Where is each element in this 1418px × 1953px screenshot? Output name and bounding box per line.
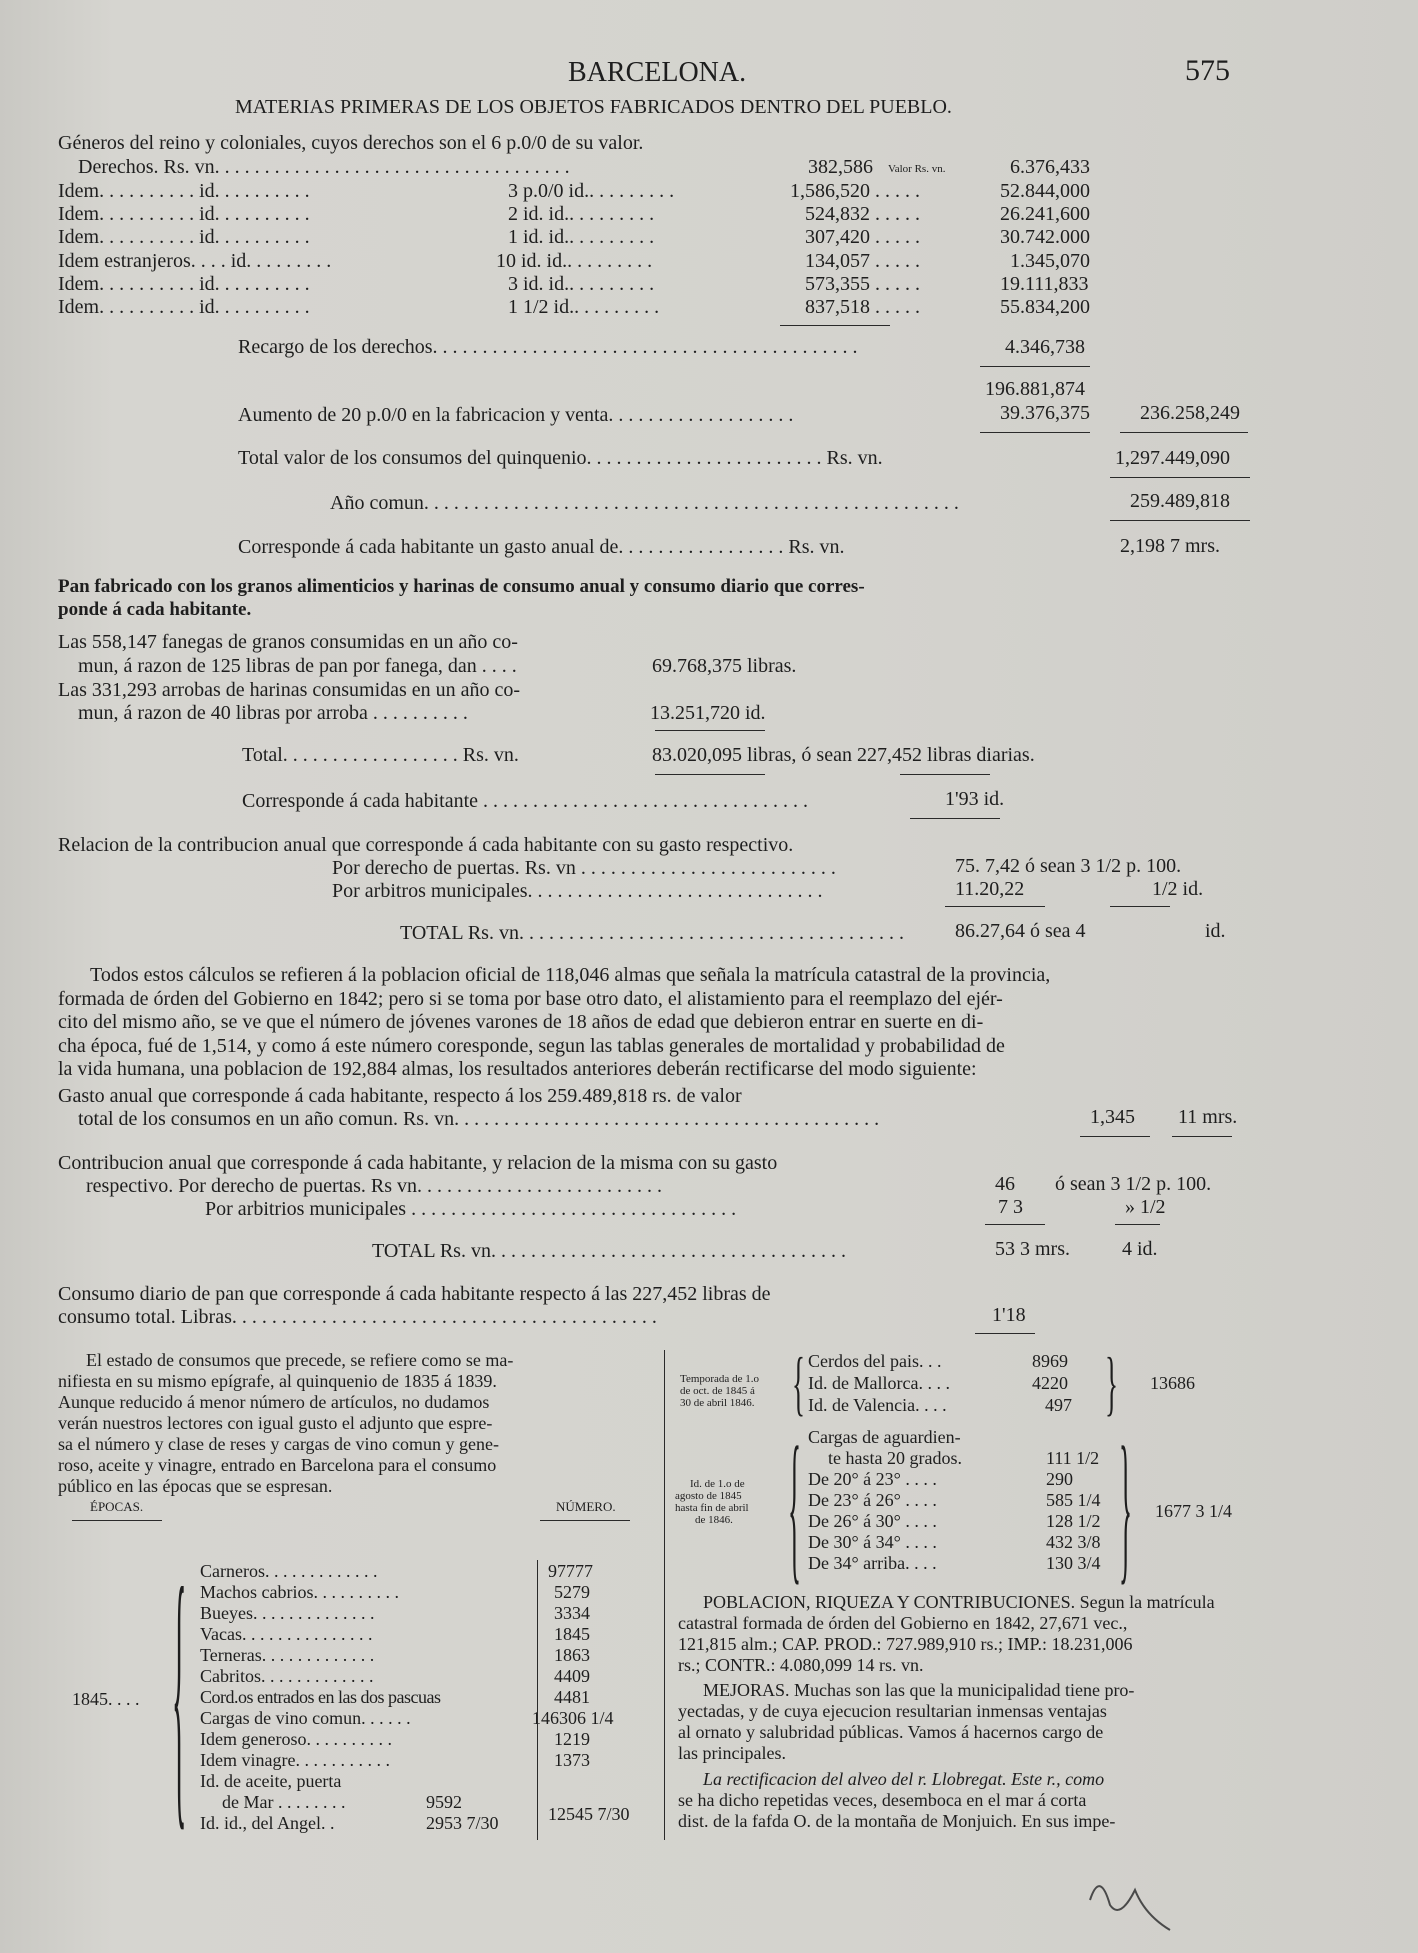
recargo-label: Recargo de los derechos. . . . . . . . . . . . . . . . . . . . . . . . . . . . . . . . . . . . . . . . . . . bbox=[238, 336, 858, 358]
divider bbox=[945, 906, 1045, 907]
contribucion-value: 46 bbox=[995, 1173, 1015, 1195]
temporada-item-value: 111 1/2 bbox=[1046, 1448, 1100, 1468]
llobregat-text: dist. de la fafda O. de la montaña de Monjuich. En sus impe- bbox=[678, 1811, 1116, 1831]
temporada-label: Id. de 1.o de bbox=[690, 1478, 745, 1490]
gasto-value: 1,345 bbox=[1090, 1106, 1135, 1128]
temporada-item-label: Id. de Mallorca. . . . bbox=[808, 1373, 950, 1393]
ano-comun-value: 259.489,818 bbox=[1130, 490, 1230, 512]
relacion-puertas-value: 75. 7,42 ó sean 3 1/2 p. 100. bbox=[955, 855, 1182, 877]
generos-row-valor: 26.241,600 bbox=[1000, 203, 1090, 225]
estado-item-label: Carneros. . . . . . . . . . . . . bbox=[200, 1561, 378, 1581]
generos-row-valor: 52.844,000 bbox=[1000, 180, 1090, 202]
divider bbox=[980, 366, 1090, 367]
generos-row-label: Idem. . . . . . . . . . id. . . . . . . . . . bbox=[58, 296, 310, 318]
estado-item-label: Vacas. . . . . . . . . . . . . . . bbox=[200, 1624, 373, 1644]
temporada-item-value: 290 bbox=[1046, 1469, 1073, 1489]
contribucion-total-value: 53 3 mrs. bbox=[995, 1238, 1070, 1260]
generos-row-rate: 1 id. id.. . . . . . . . . bbox=[508, 226, 655, 248]
generos-row-derechos: 134,057 . . . . . bbox=[805, 250, 920, 272]
calculos-text: cha época, fué de 1,514, y como á este número coresponde, segun las tablas generales de mortalidad y probabilidad de bbox=[58, 1035, 1005, 1057]
generos-row-label: Derechos. Rs. vn. . . . . . . . . . . . . . . . . . . . . . . . . . . . . . . . . . . . bbox=[78, 156, 570, 178]
estado-item-label: Id. id., del Angel. . bbox=[200, 1813, 335, 1833]
divider bbox=[900, 774, 990, 775]
contribucion-text: Contribucion anual que corresponde á cada habitante, y relacion de la misma con su gasto bbox=[58, 1152, 778, 1174]
temporada-label: de oct. de 1845 á bbox=[680, 1385, 755, 1397]
gasto-right: 11 mrs. bbox=[1178, 1106, 1238, 1128]
estado-text: roso, aceite y vinagre, entrado en Barcelona para el consumo bbox=[58, 1455, 497, 1475]
estado-item-value: 1863 bbox=[554, 1645, 590, 1665]
generos-row-label: Idem. . . . . . . . . . id. . . . . . . . . . bbox=[58, 180, 310, 202]
estado-item-label: Id. de aceite, puerta bbox=[200, 1771, 342, 1791]
contribucion-value: 7 3 bbox=[998, 1196, 1023, 1218]
generos-row-rate: 2 id. id.. . . . . . . . . bbox=[508, 203, 655, 225]
temporada-item-label: De 34° arriba. . . . bbox=[808, 1553, 937, 1573]
relacion-total-label: TOTAL Rs. vn. . . . . . . . . . . . . . . . . . . . . . . . . . . . . . . . . . . . . . . bbox=[400, 922, 904, 944]
contribucion-text: respectivo. Por derecho de puertas. Rs vn. . . . . . . . . . . . . . . . . . . . . . . . . bbox=[86, 1175, 663, 1197]
divider bbox=[1120, 432, 1248, 433]
calculos-text: formada de órden del Gobierno en 1842; pero si se toma por base otro dato, el alistamiento para el reemplazo del ejér- bbox=[58, 988, 1003, 1010]
divider bbox=[985, 1224, 1045, 1225]
estado-item-value: 2953 7/30 bbox=[426, 1813, 499, 1833]
divider bbox=[1110, 477, 1250, 478]
pan-heading: Pan fabricado con los granos alimenticios y harinas de consumo anual y consumo diario que corres- bbox=[58, 576, 865, 597]
divider bbox=[72, 1520, 162, 1521]
contribucion-right: ó sean 3 1/2 p. 100. bbox=[1055, 1173, 1212, 1195]
divider bbox=[1110, 520, 1250, 521]
column-divider bbox=[664, 1350, 665, 1840]
temporada-label: 30 de abril 1846. bbox=[680, 1397, 755, 1409]
divider bbox=[540, 1520, 630, 1521]
page-title: BARCELONA. bbox=[568, 57, 747, 88]
consumo-diario-value: 1'18 bbox=[992, 1304, 1026, 1326]
generos-row-derechos: 573,355 . . . . . bbox=[805, 273, 920, 295]
temporada-total: 13686 bbox=[1150, 1373, 1195, 1393]
estado-year: 1845. . . . bbox=[72, 1689, 140, 1709]
temporada-item-label: Cerdos del pais. . . bbox=[808, 1351, 942, 1371]
estado-item-value: 4409 bbox=[554, 1666, 590, 1686]
estado-text: público en las épocas que se espresan. bbox=[58, 1476, 333, 1496]
estado-item-value: 5279 bbox=[554, 1582, 590, 1602]
recargo-value: 4.346,738 bbox=[1005, 336, 1085, 358]
temporada-label: hasta fin de abril bbox=[675, 1502, 749, 1514]
mejoras-text: MEJORAS. Muchas son las que la municipalidad tiene pro- bbox=[703, 1680, 1135, 1700]
generos-row-rate: 3 id. id.. . . . . . . . . bbox=[508, 273, 655, 295]
pan-text: mun, á razon de 125 libras de pan por fanega, dan . . . . bbox=[78, 655, 517, 677]
temporada-item-label: te hasta 20 grados. bbox=[828, 1448, 962, 1468]
generos-row-derechos: 1,586,520 . . . . . bbox=[790, 180, 920, 202]
estado-item-value: 4481 bbox=[554, 1687, 590, 1707]
gasto-text: Gasto anual que corresponde á cada habitante, respecto á los 259.489,818 rs. de valor bbox=[58, 1085, 742, 1107]
divider bbox=[1110, 906, 1170, 907]
estado-text: El estado de consumos que precede, se refiere como se ma- bbox=[86, 1350, 514, 1370]
handwritten-mark bbox=[1080, 1860, 1190, 1940]
column-header-epocas: ÉPOCAS. bbox=[90, 1499, 144, 1514]
right-brace: { bbox=[1119, 1413, 1132, 1599]
poblacion-text: catastral formada de órden del Gobierno en 1842, 27,671 vec., bbox=[678, 1613, 1128, 1633]
temporada-item-value: 585 1/4 bbox=[1046, 1490, 1101, 1510]
generos-row-label: Idem. . . . . . . . . . id. . . . . . . . . . bbox=[58, 273, 310, 295]
divider bbox=[1172, 1136, 1232, 1137]
temporada-item-label: De 23° á 26° . . . . bbox=[808, 1490, 937, 1510]
relacion-total-value: 86.27,64 ó sea 4 bbox=[955, 920, 1086, 942]
subtotal-value: 196.881,874 bbox=[985, 378, 1085, 400]
pan-total-value: 83.020,095 libras, ó sean 227,452 libras diarias. bbox=[652, 744, 1035, 766]
generos-row-derechos: 382,586 bbox=[808, 156, 873, 178]
temporada-total: 1677 3 1/4 bbox=[1155, 1501, 1233, 1521]
relacion-total-right: id. bbox=[1205, 920, 1226, 942]
estado-item-value: 146306 1/4 bbox=[532, 1708, 614, 1728]
left-brace: { bbox=[792, 1343, 805, 1423]
aumento-total: 236.258,249 bbox=[1140, 402, 1240, 424]
column-divider bbox=[537, 1560, 538, 1840]
temporada-item-label: Cargas de aguardien- bbox=[808, 1427, 961, 1447]
relacion-arbitrios-right: 1/2 id. bbox=[1152, 878, 1204, 900]
generos-row-derechos: 307,420 . . . . . bbox=[805, 226, 920, 248]
total-consumos-label: Total valor de los consumos del quinquenio. . . . . . . . . . . . . . . . . . . . . . . . Rs. vn. bbox=[238, 447, 883, 469]
calculos-text: la vida humana, una poblacion de 192,884 almas, los resultados anteriores deberán rectificarse del modo siguiente: bbox=[58, 1058, 977, 1080]
temporada-item-label: Id. de Valencia. . . . bbox=[808, 1395, 947, 1415]
aumento-value: 39.376,375 bbox=[1000, 402, 1090, 424]
poblacion-text: 121,815 alm.; CAP. PROD.: 727.989,910 rs.; IMP.: 18.231,006 bbox=[678, 1634, 1133, 1654]
divider bbox=[655, 730, 765, 731]
llobregat-text: La rectificacion del alveo del r. Llobregat. Este r., como bbox=[703, 1769, 1105, 1789]
generos-row-rate: 1 1/2 id.. . . . . . . . . bbox=[508, 296, 660, 318]
calculos-text: Todos estos cálculos se refieren á la poblacion oficial de 118,046 almas que señala la matrícula catastral de la provincia, bbox=[90, 964, 1051, 986]
divider bbox=[780, 325, 890, 326]
temporada-item-value: 497 bbox=[1045, 1395, 1072, 1415]
estado-item-label: Cabritos. . . . . . . . . . . . . bbox=[200, 1666, 374, 1686]
column-header-numero: NÚMERO. bbox=[556, 1499, 616, 1514]
pan-text: mun, á razon de 40 libras por arroba . . . . . . . . . . bbox=[78, 702, 468, 724]
temporada-item-label: De 26° á 30° . . . . bbox=[808, 1511, 937, 1531]
generos-row-valor: 19.111,833 bbox=[1000, 273, 1089, 295]
left-brace: { bbox=[788, 1413, 801, 1599]
estado-item-label: Cord.os entrados en las dos pascuas bbox=[200, 1687, 441, 1707]
divider bbox=[980, 432, 1090, 433]
relacion-arbitrios-value: 11.20,22 bbox=[955, 878, 1025, 900]
pan-value: 69.768,375 libras. bbox=[652, 655, 797, 677]
gasto-text: total de los consumos en un año comun. Rs. vn. . . . . . . . . . . . . . . . . . . . . . . . . . . . . . . . . . . . . . . . . . . bbox=[78, 1108, 880, 1130]
generos-row-rate: 10 id. id.. . . . . . . . . bbox=[496, 250, 653, 272]
relacion-heading: Relacion de la contribucion anual que corresponde á cada habitante con su gasto respectivo. bbox=[58, 834, 794, 856]
generos-row-label: Idem. . . . . . . . . . id. . . . . . . . . . bbox=[58, 203, 310, 225]
pan-text: Las 558,147 fanegas de granos consumidas en un año co- bbox=[58, 631, 518, 653]
pan-corresponde-label: Corresponde á cada habitante . . . . . . . . . . . . . . . . . . . . . . . . . . . . . . . . . bbox=[242, 790, 809, 812]
pan-corresponde-value: 1'93 id. bbox=[945, 788, 1005, 810]
generos-row-label: Idem. . . . . . . . . . id. . . . . . . . . . bbox=[58, 226, 310, 248]
temporada-label: agosto de 1845 bbox=[675, 1490, 742, 1502]
temporada-label: Temporada de 1.o bbox=[680, 1373, 759, 1385]
estado-item-label: de Mar . . . . . . . . bbox=[222, 1792, 346, 1812]
mejoras-text: las principales. bbox=[678, 1743, 786, 1763]
pan-value: 13.251,720 id. bbox=[650, 702, 766, 724]
consumo-diario-text: consumo total. Libras. . . . . . . . . . . . . . . . . . . . . . . . . . . . . . . . . . . . . . . . . . . bbox=[58, 1306, 657, 1328]
divider bbox=[975, 1333, 1035, 1334]
estado-item-label: Idem vinagre. . . . . . . . . . . bbox=[200, 1750, 390, 1770]
mejoras-text: yectadas, y de cuya ejecucion resultarian inmensas ventajas bbox=[678, 1701, 1107, 1721]
estado-item-value: 1373 bbox=[554, 1750, 590, 1770]
relacion-arbitrios-label: Por arbitros municipales. . . . . . . . . . . . . . . . . . . . . . . . . . . . . . bbox=[332, 880, 823, 902]
estado-text: sa el número y clase de reses y cargas de vino comun y gene- bbox=[58, 1434, 500, 1454]
divider bbox=[1080, 1136, 1150, 1137]
left-brace: { bbox=[172, 1530, 187, 1854]
pan-total-label: Total. . . . . . . . . . . . . . . . . . Rs. vn. bbox=[242, 744, 519, 766]
contribucion-right: » 1/2 bbox=[1125, 1196, 1166, 1218]
consumo-diario-text: Consumo diario de pan que corresponde á cada habitante respecto á las 227,452 libras de bbox=[58, 1283, 771, 1305]
gasto-anual-value: 2,198 7 mrs. bbox=[1120, 535, 1220, 557]
contribucion-total-label: TOTAL Rs. vn. . . . . . . . . . . . . . . . . . . . . . . . . . . . . . . . . . . . bbox=[372, 1240, 846, 1262]
estado-item-value: 1845 bbox=[554, 1624, 590, 1644]
temporada-item-label: De 20° á 23° . . . . bbox=[808, 1469, 937, 1489]
poblacion-text: POBLACION, RIQUEZA Y CONTRIBUCIONES. Segun la matrícula bbox=[703, 1592, 1215, 1612]
estado-item-label: Bueyes. . . . . . . . . . . . . . bbox=[200, 1603, 375, 1623]
generos-row-valor: 55.834,200 bbox=[1000, 296, 1090, 318]
total-consumos-value: 1,297.449,090 bbox=[1115, 447, 1230, 469]
mejoras-text: al ornato y salubridad públicas. Vamos á hacernos cargo de bbox=[678, 1722, 1104, 1742]
estado-item-value: 3334 bbox=[554, 1603, 590, 1623]
contribucion-total-right: 4 id. bbox=[1122, 1238, 1158, 1260]
estado-item-value: 9592 bbox=[426, 1792, 462, 1812]
generos-row-label: Idem estranjeros. . . . id. . . . . . . . . bbox=[58, 250, 332, 272]
generos-row-derechos: 837,518 . . . . . bbox=[805, 296, 920, 318]
generos-row-valor: 30.742.000 bbox=[1000, 226, 1090, 248]
divider bbox=[655, 774, 765, 775]
pan-heading-cont: ponde á cada habitante. bbox=[58, 599, 252, 620]
estado-item-label: Cargas de vino comun. . . . . . bbox=[200, 1708, 411, 1728]
contribucion-text: Por arbitrios municipales . . . . . . . . . . . . . . . . . . . . . . . . . . . . . . . . . bbox=[205, 1198, 737, 1220]
poblacion-text: rs.; CONTR.: 4.080,099 14 rs. vn. bbox=[678, 1655, 924, 1675]
relacion-puertas-label: Por derecho de puertas. Rs. vn . . . . . . . . . . . . . . . . . . . . . . . . . . bbox=[332, 857, 836, 879]
temporada-label: de 1846. bbox=[695, 1514, 733, 1526]
valor-label: Valor Rs. vn. bbox=[888, 163, 946, 175]
estado-text: Aunque reducido á menor número de artículos, no dudamos bbox=[58, 1392, 490, 1412]
ano-comun-label: Año comun. . . . . . . . . . . . . . . . . . . . . . . . . . . . . . . . . . . . . . . . . . . . . . . . . . . . . . bbox=[330, 492, 959, 514]
estado-item-label: Idem generoso. . . . . . . . . . bbox=[200, 1729, 392, 1749]
calculos-text: cito del mismo año, se ve que el número de jóvenes varones de 18 años de edad que debieron entrar en suerte en di- bbox=[58, 1011, 984, 1033]
section-title: MATERIAS PRIMERAS DE LOS OBJETOS FABRICADOS DENTRO DEL PUEBLO. bbox=[235, 96, 952, 118]
temporada-item-value: 432 3/8 bbox=[1046, 1532, 1101, 1552]
estado-text: nifiesta en su mismo epígrafe, al quinquenio de 1835 á 1839. bbox=[58, 1371, 497, 1391]
page-number: 575 bbox=[1185, 54, 1230, 87]
temporada-item-value: 8969 bbox=[1032, 1351, 1068, 1371]
llobregat-text: se ha dicho repetidas veces, desemboca en el mar á corta bbox=[678, 1790, 1087, 1810]
generos-row-valor: 6.376,433 bbox=[1010, 156, 1090, 178]
estado-item-value: 1219 bbox=[554, 1729, 590, 1749]
aumento-label: Aumento de 20 p.0/0 en la fabricacion y venta. . . . . . . . . . . . . . . . . . . bbox=[238, 404, 794, 426]
temporada-item-value: 130 3/4 bbox=[1046, 1553, 1101, 1573]
estado-item-label: Terneras. . . . . . . . . . . . . bbox=[200, 1645, 375, 1665]
generos-row-rate: 3 p.0/0 id.. . . . . . . . . bbox=[508, 180, 675, 202]
temporada-item-value: 4220 bbox=[1032, 1373, 1068, 1393]
divider bbox=[1115, 1224, 1160, 1225]
pan-text: Las 331,293 arrobas de harinas consumidas en un año co- bbox=[58, 679, 521, 701]
divider bbox=[910, 818, 1000, 819]
generos-intro: Géneros del reino y coloniales, cuyos derechos son el 6 p.0/0 de su valor. bbox=[58, 132, 644, 154]
estado-aceite-total: 12545 7/30 bbox=[548, 1804, 630, 1824]
gasto-anual-label: Corresponde á cada habitante un gasto anual de. . . . . . . . . . . . . . . . . Rs. vn. bbox=[238, 536, 845, 558]
generos-row-derechos: 524,832 . . . . . bbox=[805, 203, 920, 225]
estado-text: verán nuestros lectores con igual gusto el adjunto que espre- bbox=[58, 1413, 493, 1433]
estado-item-label: Machos cabrios. . . . . . . . . . bbox=[200, 1582, 399, 1602]
right-brace: { bbox=[1105, 1343, 1118, 1423]
temporada-item-value: 128 1/2 bbox=[1046, 1511, 1101, 1531]
generos-row-valor: 1.345,070 bbox=[1010, 250, 1090, 272]
temporada-item-label: De 30° á 34° . . . . bbox=[808, 1532, 937, 1552]
estado-item-value: 97777 bbox=[548, 1561, 593, 1581]
